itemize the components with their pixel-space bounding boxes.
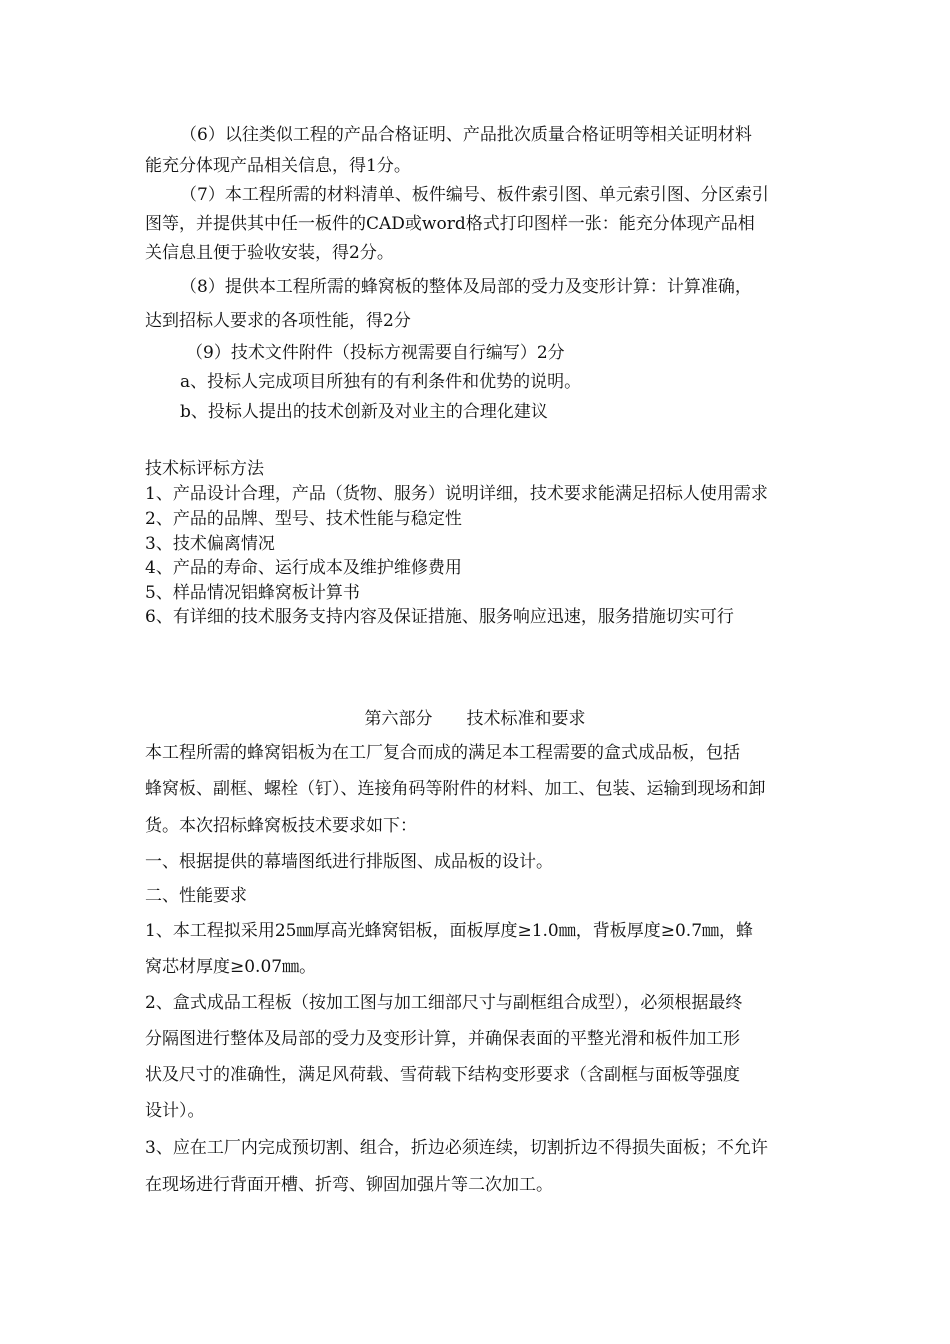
req3-line2: 在现场进行背面开槽、折弯、铆固加强片等二次加工。 (145, 1175, 553, 1195)
method-item: 5、样品情况铝蜂窝板计算书 (145, 583, 360, 603)
item7-line3: 关信息且便于验收安装，得2分。 (145, 243, 394, 263)
method-item: 2、产品的品牌、型号、技术性能与稳定性 (145, 509, 462, 529)
method-item: 6、有详细的技术服务支持内容及保证措施、服务响应迅速，服务措施切实可行 (145, 607, 734, 627)
method-item: 4、产品的寿命、运行成本及维护维修费用 (145, 558, 462, 578)
item7-line1: （7）本工程所需的材料清单、板件编号、板件索引图、单元索引图、分区索引 (180, 185, 769, 205)
req2-line2: 分隔图进行整体及局部的受力及变形计算，并确保表面的平整光滑和板件加工形 (145, 1029, 740, 1049)
req2-line4: 设计）。 (145, 1101, 205, 1121)
req1-line2: 窝芯材厚度≥0.07㎜。 (145, 957, 317, 977)
item9-b: b、投标人提出的技术创新及对业主的合理化建议 (180, 402, 548, 422)
item7-line2: 图等，并提供其中任一板件的CAD或word格式打印图样一张：能充分体现产品相 (145, 214, 755, 234)
intro-line3: 货。本次招标蜂窝板技术要求如下： (145, 816, 417, 836)
req2-line3: 状及尺寸的准确性，满足风荷载、雪荷载下结构变形要求（含副框与面板等强度 (145, 1065, 740, 1085)
item8-line1: （8）提供本工程所需的蜂窝板的整体及局部的受力及变形计算：计算准确， (180, 277, 752, 297)
point-2: 二、性能要求 (145, 886, 247, 906)
intro-line2: 蜂窝板、副框、螺栓（钉）、连接角码等附件的材料、加工、包装、运输到现场和卸 (145, 779, 766, 799)
item9-a: a、投标人完成项目所独有的有利条件和优势的说明。 (180, 372, 582, 392)
intro-line1: 本工程所需的蜂窝铝板为在工厂复合而成的满足本工程需要的盒式成品板，包括 (145, 743, 740, 763)
req1-line1: 1、本工程拟采用25㎜厚高光蜂窝铝板，面板厚度≥1.0㎜，背板厚度≥0.7㎜，蜂 (145, 921, 754, 941)
method-title: 技术标评标方法 (145, 459, 264, 479)
req2-line1: 2、盒式成品工程板（按加工图与加工细部尺寸与副框组合成型），必须根据最终 (145, 993, 743, 1013)
item9-line1: （9）技术文件附件（投标方视需要自行编写）2分 (186, 343, 565, 363)
item6-line1: （6）以往类似工程的产品合格证明、产品批次质量合格证明等相关证明材料 (180, 125, 752, 145)
point-1: 一、根据提供的幕墙图纸进行排版图、成品板的设计。 (145, 852, 553, 872)
item8-line2: 达到招标人要求的各项性能，得2分 (145, 311, 411, 331)
item6-line2: 能充分体现产品相关信息，得1分。 (145, 156, 411, 176)
section-heading: 第六部分 技术标准和要求 (364, 709, 586, 729)
method-item: 3、技术偏离情况 (145, 534, 275, 554)
method-item: 1、产品设计合理，产品（货物、服务）说明详细，技术要求能满足招标人使用需求 (145, 484, 768, 504)
req3-line1: 3、应在工厂内完成预切割、组合，折边必须连续，切割折边不得损失面板；不允许 (145, 1138, 768, 1158)
